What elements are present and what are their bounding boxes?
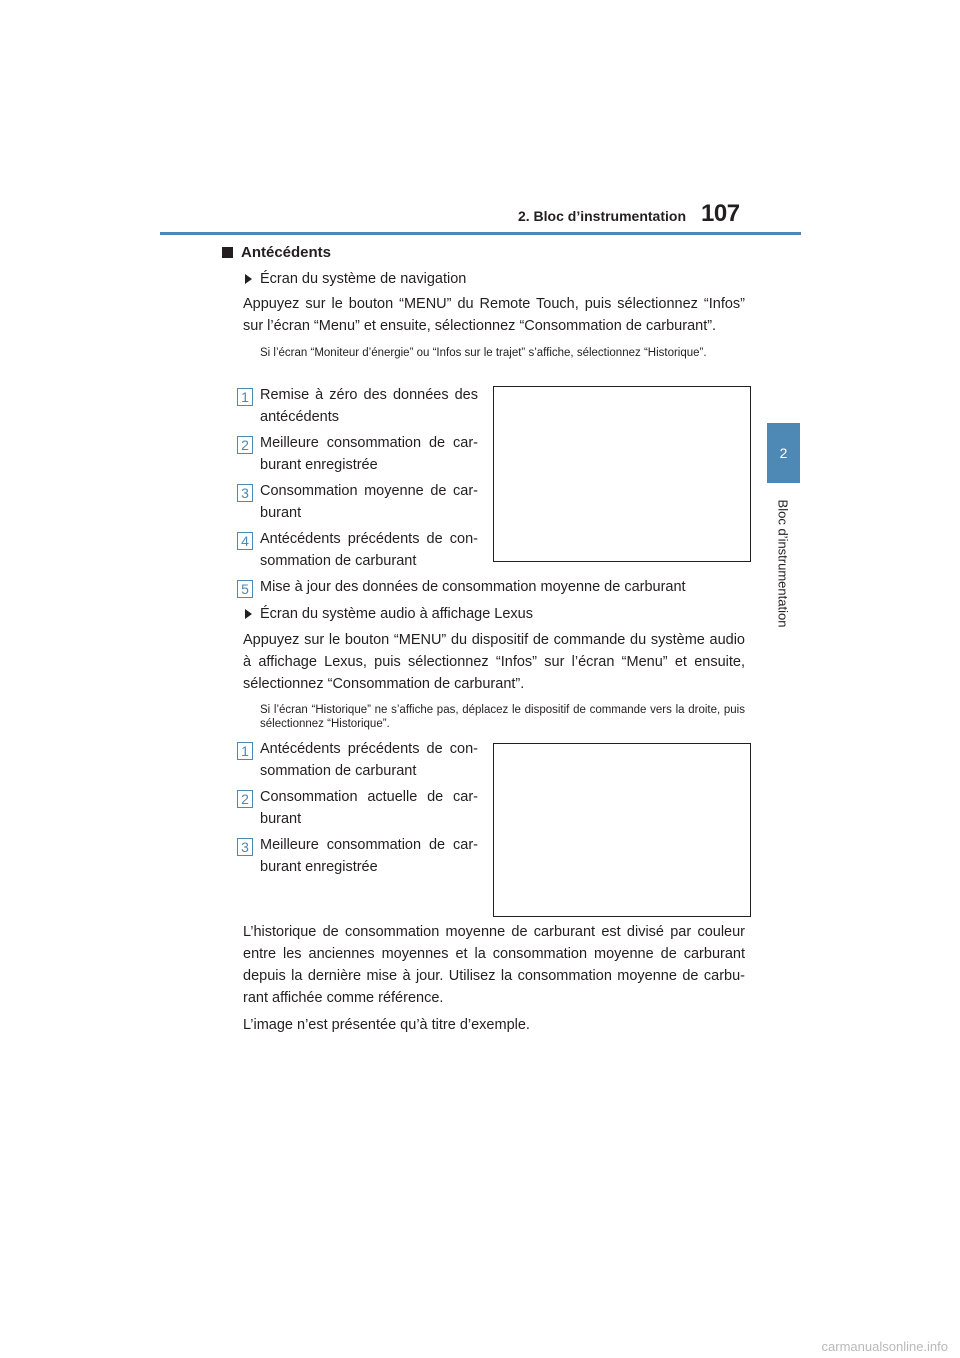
- audio-instructions: Appuyez sur le bouton “MENU” du dispositif de commande du système audio à affichage Lexus, puis sélectionnez “Infos” sur l’écran “Menu” et ensuite, sélectionnez “Consommation de carburant”.: [243, 632, 745, 692]
- audio-item: Meilleure consommation de car-burant enregistrée: [260, 837, 478, 875]
- nav-item: Antécédents précédents de con-sommation de carburant: [260, 531, 478, 569]
- header-divider: [160, 232, 801, 235]
- callout-number: 2: [237, 790, 253, 808]
- heading-text: Antécédents: [241, 244, 332, 261]
- triangle-bullet-icon: [245, 274, 252, 284]
- chapter-label: Bloc d’instrumentation: [775, 499, 791, 627]
- audio-subheading-text: Écran du système audio à affichage Lexus: [260, 606, 533, 622]
- callout-number: 3: [237, 484, 253, 502]
- callout-number: 3: [237, 838, 253, 856]
- chapter-tab: [767, 423, 800, 483]
- section-title: 2. Bloc d’instrumentation: [517, 208, 686, 224]
- history-explanation: L’historique de consommation moyenne de carburant est divisé par couleur entre les anciennes moyennes et la consommation moyenne de carburant depuis la dernière mise à jour. Utilisez la consommation moyenne de carbu-rant affichée comme référence.: [243, 924, 745, 1006]
- nav-subheading-text: Écran du système de navigation: [260, 271, 467, 287]
- nav-subheading: [245, 271, 466, 287]
- nav-item: Mise à jour des données de consommation moyenne de carburant: [260, 579, 686, 595]
- callout-number: 1: [237, 742, 253, 760]
- chapter-tab-label: [768, 493, 798, 633]
- page-number: 107: [701, 200, 740, 227]
- square-bullet-icon: [222, 247, 233, 258]
- callout-number: 1: [237, 388, 253, 406]
- audio-screen-image: [493, 743, 751, 917]
- audio-item: Antécédents précédents de con-sommation de carburant: [260, 741, 478, 779]
- section-heading: [222, 244, 331, 261]
- nav-item: Remise à zéro des données des antécédents: [260, 387, 478, 425]
- navigation-screen-image: [493, 386, 751, 562]
- callout-number: 2: [237, 436, 253, 454]
- nav-instructions: Appuyez sur le bouton “MENU” du Remote Touch, puis sélectionnez “Infos” sur l’écran “Menu” et ensuite, sélectionnez “Consommation de carburant”.: [243, 296, 745, 334]
- nav-item: Meilleure consommation de car-burant enregistrée: [260, 435, 478, 473]
- watermark: carmanualsonline.info: [821, 1339, 948, 1354]
- chapter-number: 2: [779, 445, 788, 461]
- audio-note: Si l’écran “Historique” ne s’affiche pas, déplacez le dispositif de commande vers la droite, puis sélectionnez “Historique”.: [260, 704, 745, 730]
- triangle-bullet-icon: [245, 609, 252, 619]
- callout-number: 4: [237, 532, 253, 550]
- example-note: L’image n’est présentée qu’à titre d’exemple.: [243, 1017, 530, 1033]
- callout-number: 5: [237, 580, 253, 598]
- audio-subheading: [245, 606, 533, 622]
- nav-note: Si l’écran “Moniteur d’énergie” ou “Infos sur le trajet” s’affiche, sélectionnez “Historique”.: [260, 347, 707, 359]
- audio-item: Consommation actuelle de car-burant: [260, 789, 478, 827]
- nav-item: Consommation moyenne de car-burant: [260, 483, 478, 521]
